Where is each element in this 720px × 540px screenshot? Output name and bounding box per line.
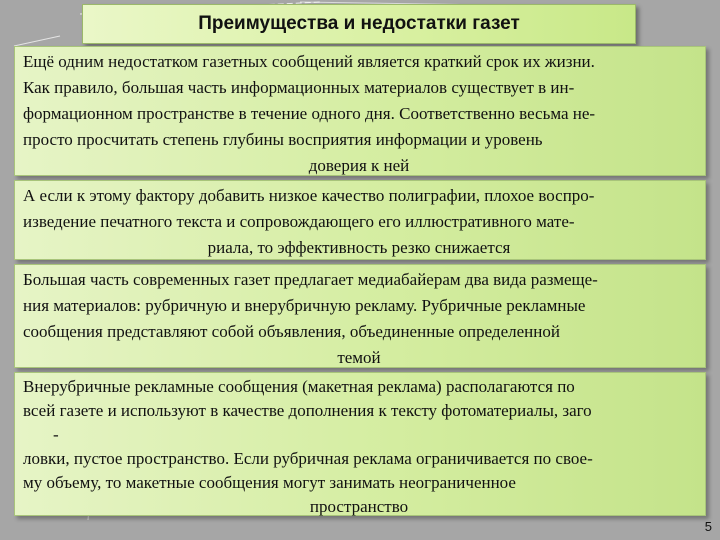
text-block-2 (14, 180, 706, 260)
text-line: доверия к ней (308, 156, 410, 175)
text-line: му объему, то макетные сообщения могут занимать неограниченное (23, 473, 516, 492)
text-line: пространство (309, 497, 409, 516)
text-block-3 (14, 264, 706, 368)
slide-title: Преимущества и недостатки газет (198, 13, 520, 34)
text-line: темой (337, 348, 381, 367)
text-line: - (53, 425, 59, 444)
text-line: риала, то эффективность резко снижается (207, 238, 511, 257)
text-block-4 (14, 372, 706, 516)
text-line: ния материалов: рубричную и внерубричную рекламу. Рубричные рекламные (23, 296, 586, 315)
text-line: А если к этому фактору добавить низкое качество полиграфии, плохое воспро- (23, 186, 595, 205)
text-block-1 (14, 46, 706, 176)
text-line: Большая часть современных газет предлагает медиабайерам два вида размеще- (23, 270, 598, 289)
text-line: изведение печатного текста и сопровождающего его иллюстративного мате- (23, 212, 575, 231)
page-number: 5 (704, 519, 712, 534)
text-line: всей газете и используют в качестве дополнения к тексту фотоматериалы, заго (23, 401, 592, 420)
text-line: формационном пространстве в течение одного дня. Соответственно весьма не- (23, 104, 596, 123)
text-line: Ещё одним недостатком газетных сообщений является краткий срок их жизни. (23, 52, 595, 71)
text-line: Внерубричные рекламные сообщения (макетная реклама) располагаются по (23, 377, 575, 396)
text-line: просто просчитать степень глубины восприятия информации и уровень (23, 130, 543, 149)
text-line: сообщения представляют собой объявления, объединенные определенной (23, 322, 560, 341)
text-line: Как правило, большая часть информационных материалов существует в ин- (23, 78, 575, 97)
text-line: ловки, пустое пространство. Если рубричная реклама ограничивается по свое- (23, 449, 593, 468)
slide-title-box (82, 4, 636, 44)
